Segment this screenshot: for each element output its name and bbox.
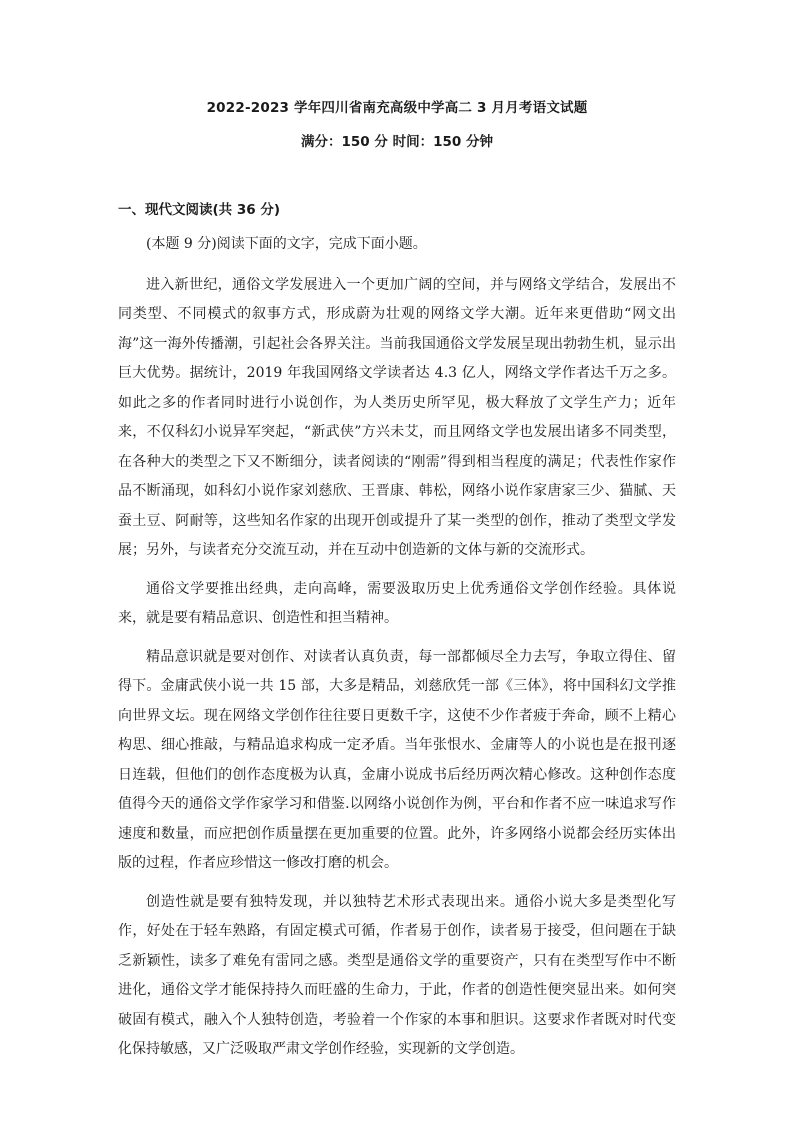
exam-subtitle: 满分：150 分 时间：150 分钟: [301, 134, 493, 150]
passage-intro: (本题 9 分)阅读下面的文字，完成下面小题。: [146, 236, 427, 252]
passage-paragraph-1: 进入新世纪，通俗文学发展进入一个更加广阔的空间，并与网络文学结合，发展出不同类型、不同模式的叙事方式，形成蔚为壮观的网络文学大潮。近年来更借助“网文出海”这一海外传播潮，引起社会各界关注。当前我国通俗文学发展呈现出勃勃生机，显示出巨大优势。据统计，2019 年我国网络文学读者达 4.3 亿人，网络文学作者达千万之多。如此之多的作者同时进行小说创作，为人类历史所罕见，极大释放了文学生产力；近年来，不仅科幻小说异军突起，“新武侠”方兴未艾，而且网络文学也发展出诸多不同类型，在各种大的类型之下又不断细分，读者阅读的“刚需”得到相当程度的满足；代表性作家作品不断涌现，如科幻小说作家刘慈欣、王晋康、韩松，网络小说作家唐家三少、猫腻、天蚕土豆、阿耐等，这些知名作家的出现开创或提升了某一类型的创作，推动了类型文学发展；另外，与读者充分交流互动，并在互动中创造新的文体与新的交流形式。: [118, 276, 676, 558]
passage-paragraph-3: 精品意识就是要对创作、对读者认真负责，每一部都倾尽全力去写，争取立得住、留得下。金庸武侠小说一共 15 部，大多是精品，刘慈欣凭一部《三体》，将中国科幻文学推向世界文坛。现在网络文学创作往往要日更数千字，这使不少作者疲于奔命，顾不上精心构思、细心推敲，与精品追求构成一定矛盾。当年张恨水、金庸等人的小说也是在报刊逐日连载，但他们的创作态度极为认真，金庸小说成书后经历两次精心修改。这种创作态度值得今天的通俗文学作家学习和借鉴.以网络小说创作为例，平台和作者不应一味追求写作速度和数量，而应把创作质量摆在更加重要的位置。此外，许多网络小说都会经历实体出版的过程，作者应珍惜这一修改打磨的机会。: [118, 648, 676, 871]
section-heading: 一、现代文阅读(共 36 分): [118, 202, 281, 218]
passage-body: [118, 230, 676, 1074]
passage-paragraph-2: 通俗文学要推出经典，走向高峰，需要汲取历史上优秀通俗文学创作经验。具体说来，就是要有精品意识、创造性和担当精神。: [118, 580, 676, 626]
passage-paragraph-4: 创造性就是要有独特发现，并以独特艺术形式表现出来。通俗小说大多是类型化写作，好处在于轻车熟路，有固定模式可循，作者易于创作，读者易于接受，但问题在于缺乏新颖性，读多了难免有雷同之感。类型是通俗文学的重要资产，只有在类型写作中不断进化，通俗文学才能保持持久而旺盛的生命力，于此，作者的创造性便突显出来。如何突破固有模式，融入个人独特创造，考验着一个作家的本事和胆识。这要求作者既对时代变化保持敏感，又广泛吸取严肃文学创作经验，实现新的文学创造。: [118, 893, 676, 1057]
exam-title: 2022-2023 学年四川省南充高级中学高二 3 月月考语文试题: [206, 100, 588, 116]
